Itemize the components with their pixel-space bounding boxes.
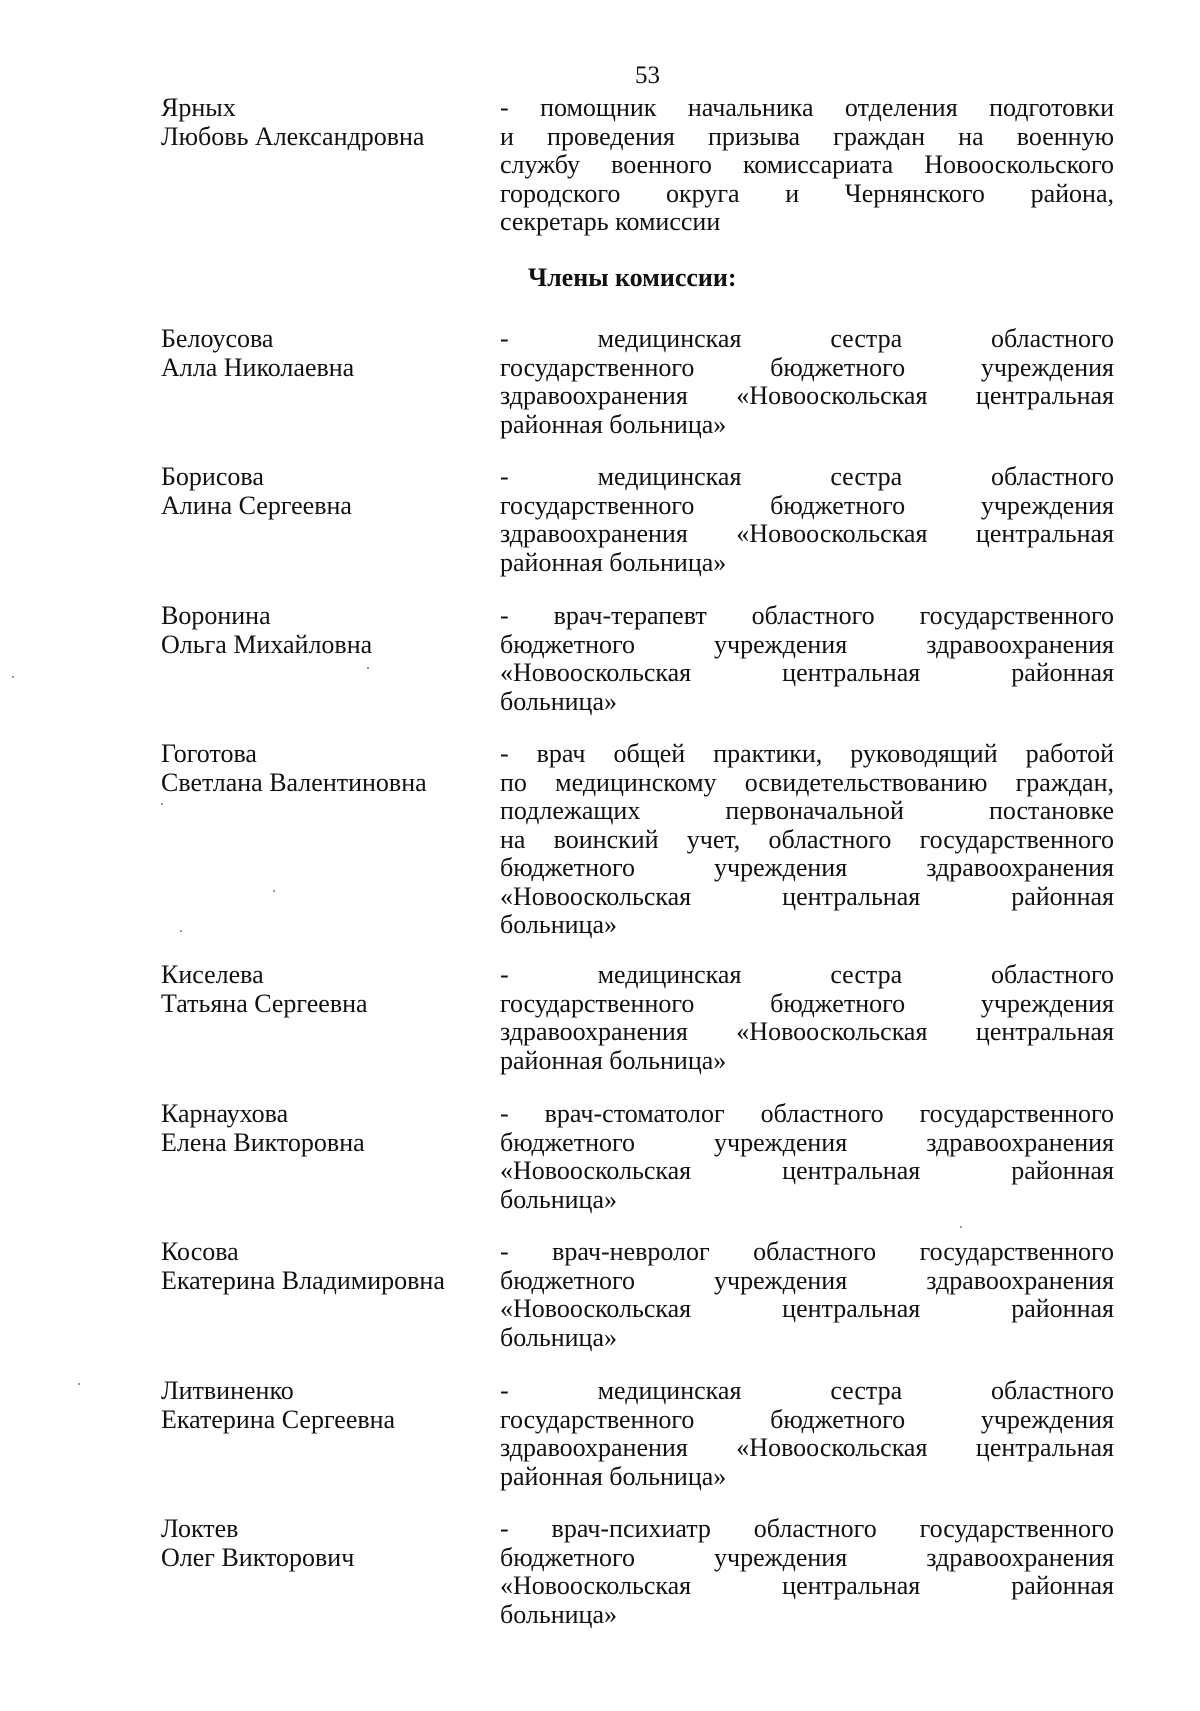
role-line: районная больница»: [500, 547, 727, 577]
scan-speck: [367, 667, 369, 669]
role-line: - медицинская сестра областного: [500, 324, 1114, 353]
member-surname: Воронина: [161, 601, 271, 630]
role-line: - врач общей практики, руководящий работой: [500, 739, 1114, 768]
member-surname: Белоусова: [161, 324, 274, 353]
member-given-names: Екатерина Владимировна: [161, 1265, 445, 1295]
member-given-names: Татьяна Сергеевна: [161, 988, 368, 1018]
member-name: [161, 1238, 491, 1295]
role-line: «Новооскольская центральная районная: [500, 1571, 1114, 1600]
member-surname: Локтев: [161, 1514, 239, 1543]
role-line: бюджетного учреждения здравоохранения: [500, 1542, 1114, 1572]
role-line: государственного бюджетного учреждения: [500, 1404, 1114, 1434]
page-number: 53: [635, 62, 660, 89]
scan-speck: [12, 676, 14, 678]
role-line: больница»: [500, 1322, 617, 1352]
role-line: «Новооскольская центральная районная: [500, 1294, 1114, 1323]
role-line: - врач-терапевт областного государственного: [500, 601, 1114, 630]
role-line: районная больница»: [500, 1045, 727, 1075]
member-given-names: Олег Викторович: [161, 1542, 355, 1572]
scan-speck: [273, 890, 275, 892]
role-line: больница»: [500, 686, 617, 716]
member-role: [500, 1238, 1114, 1352]
role-line: государственного бюджетного учреждения: [500, 352, 1114, 382]
role-line: «Новооскольская центральная районная: [500, 658, 1114, 687]
member-role: [500, 325, 1114, 439]
role-line: - врач-невролог областного государственного: [500, 1237, 1114, 1266]
role-line: районная больница»: [500, 409, 727, 439]
member-surname: Борисова: [161, 462, 264, 491]
member-surname: Карнаухова: [161, 1099, 289, 1128]
role-line: городского округа и Чернянского района,: [500, 178, 1114, 208]
scan-speck: [161, 803, 163, 805]
member-surname: Ярных: [161, 93, 236, 122]
member-name: [161, 1100, 491, 1157]
section-heading: Члены комиссии:: [528, 263, 737, 292]
member-name: [161, 602, 491, 659]
role-line: и проведения призыва граждан на военную: [500, 121, 1114, 151]
member-name: [161, 1515, 491, 1572]
member-surname: Косова: [161, 1237, 239, 1266]
role-line: государственного бюджетного учреждения: [500, 490, 1114, 520]
role-line: - врач-стоматолог областного государственного: [500, 1099, 1114, 1128]
role-line: районная больница»: [500, 1461, 727, 1491]
scan-speck: [180, 930, 182, 932]
role-line: по медицинскому освидетельствованию граждан,: [500, 767, 1114, 797]
role-line: бюджетного учреждения здравоохранения: [500, 853, 1114, 882]
member-role: [500, 1515, 1114, 1629]
role-line: - медицинская сестра областного: [500, 462, 1114, 491]
member-name: [161, 325, 491, 382]
member-role: [500, 1377, 1114, 1491]
role-line: здравоохранения «Новооскольская центральная: [500, 519, 1114, 548]
role-line: подлежащих первоначальной постановке: [500, 796, 1114, 825]
role-line: секретарь комиссии: [500, 207, 721, 236]
member-surname: Гоготова: [161, 739, 257, 768]
member-name: [161, 1377, 491, 1434]
role-line: - помощник начальника отделения подготовки: [500, 93, 1114, 122]
role-line: «Новооскольская центральная районная: [500, 1156, 1114, 1185]
role-line: службу военного комиссариата Новооскольского: [500, 150, 1114, 179]
role-line: больница»: [500, 910, 617, 939]
member-given-names: Любовь Александровна: [161, 121, 425, 151]
role-line: бюджетного учреждения здравоохранения: [500, 629, 1114, 659]
scan-speck: [960, 1226, 962, 1228]
member-surname: Литвиненко: [161, 1376, 294, 1405]
role-line: здравоохранения «Новооскольская центральная: [500, 381, 1114, 410]
role-line: здравоохранения «Новооскольская центральная: [500, 1433, 1114, 1462]
role-line: больница»: [500, 1599, 617, 1629]
role-line: - медицинская сестра областного: [500, 1376, 1114, 1405]
member-role: [500, 602, 1114, 716]
member-given-names: Елена Викторовна: [161, 1127, 365, 1157]
role-line: бюджетного учреждения здравоохранения: [500, 1127, 1114, 1157]
member-given-names: Светлана Валентиновна: [161, 767, 427, 797]
member-given-names: Алла Николаевна: [161, 352, 355, 382]
role-line: на воинский учет, областного государственного: [500, 824, 1114, 854]
member-name: [161, 961, 491, 1018]
member-given-names: Екатерина Сергеевна: [161, 1404, 396, 1434]
role-line: государственного бюджетного учреждения: [500, 988, 1114, 1018]
member-name: [161, 463, 491, 520]
role-line: бюджетного учреждения здравоохранения: [500, 1265, 1114, 1295]
member-given-names: Ольга Михайловна: [161, 629, 373, 659]
role-line: больница»: [500, 1184, 617, 1214]
role-line: - врач-психиатр областного государственного: [500, 1514, 1114, 1543]
member-given-names: Алина Сергеевна: [161, 490, 352, 520]
role-line: «Новооскольская центральная районная: [500, 881, 1114, 911]
member-role: [500, 463, 1114, 577]
scan-speck: [78, 1383, 80, 1385]
member-role: [500, 961, 1114, 1075]
member-name: [161, 740, 491, 797]
role-line: здравоохранения «Новооскольская центральная: [500, 1017, 1114, 1046]
member-role: [500, 1100, 1114, 1214]
member-role: [500, 94, 1114, 237]
role-line: - медицинская сестра областного: [500, 960, 1114, 989]
member-surname: Киселева: [161, 960, 264, 989]
member-role: [500, 740, 1114, 940]
member-name: [161, 94, 491, 151]
